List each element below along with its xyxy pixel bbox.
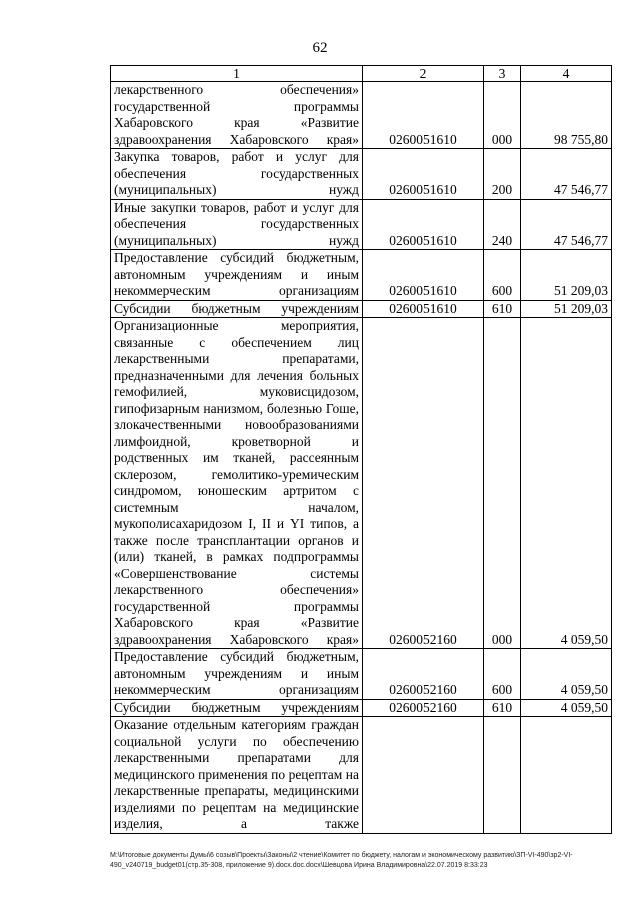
row-amount: 51 209,03 [521, 250, 612, 301]
row-expense-type: 000 [484, 318, 521, 649]
table-row [111, 82, 612, 149]
row-expense-type: 600 [484, 649, 521, 700]
row-expense-type: 600 [484, 250, 521, 301]
table-row [111, 250, 612, 301]
row-amount: 4 059,50 [521, 699, 612, 717]
row-amount [521, 717, 612, 834]
table-header-row [111, 66, 612, 82]
row-description: Субсидии бюджетным учреждениям [111, 699, 363, 717]
row-amount: 4 059,50 [521, 318, 612, 649]
row-expense-type: 000 [484, 82, 521, 149]
row-amount: 98 755,80 [521, 82, 612, 149]
table-row [111, 717, 612, 834]
header-col-1: 1 [111, 66, 363, 82]
table-row [111, 149, 612, 200]
row-amount: 47 546,77 [521, 199, 612, 250]
row-description: Иные закупки товаров, работ и услуг для обеспечения государственных (муниципальных) нужд [111, 199, 363, 250]
budget-table [110, 65, 612, 834]
header-col-2: 2 [363, 66, 484, 82]
row-amount: 51 209,03 [521, 300, 612, 318]
row-expense-type: 200 [484, 149, 521, 200]
row-expense-type: 610 [484, 300, 521, 318]
page-number: 62 [312, 40, 328, 56]
header-col-4: 4 [521, 66, 612, 82]
row-expense-type: 240 [484, 199, 521, 250]
row-description: Предоставление субсидий бюджетным, автономным учреждениям и иным некоммерческим организациям [111, 649, 363, 700]
row-description: Закупка товаров, работ и услуг для обеспечения государственных (муниципальных) нужд [111, 149, 363, 200]
table-row [111, 199, 612, 250]
row-target-code: 0260051610 [363, 149, 484, 200]
row-target-code: 0260052160 [363, 699, 484, 717]
row-expense-type [484, 717, 521, 834]
row-target-code: 0260051610 [363, 300, 484, 318]
table-row [111, 300, 612, 318]
table-row [111, 699, 612, 717]
table-row [111, 649, 612, 700]
row-target-code: 0260052160 [363, 318, 484, 649]
row-amount: 4 059,50 [521, 649, 612, 700]
table-row [111, 318, 612, 649]
row-target-code: 0260051610 [363, 250, 484, 301]
row-description: Субсидии бюджетным учреждениям [111, 300, 363, 318]
row-target-code: 0260051610 [363, 199, 484, 250]
header-col-3: 3 [484, 66, 521, 82]
row-expense-type: 610 [484, 699, 521, 717]
row-description: Оказание отдельным категориям граждан социальной услуги по обеспечению лекарственными препаратами для медицинского применения по рецептам на лекарственные препараты, медицинскими изделиями по рецептам на медицинские изделия, а также [111, 717, 363, 834]
row-description: лекарственного обеспечения» государственной программы Хабаровского края «Развитие здравоохранения Хабаровского края» [111, 82, 363, 149]
row-description: Предоставление субсидий бюджетным, автономным учреждениям и иным некоммерческим организациям [111, 250, 363, 301]
row-amount: 47 546,77 [521, 149, 612, 200]
document-file-path-footer: M:\Итоговые документы Думы\6 созыв\Проекты\Законы\2 чтение\Комитет по бюджету, налогам и экономическому развитию\ЗП-VI-490\зр2-VI-490_v240719_budget01(стр.35-308, приложение 9).docx.doc.docx\Шевцова Ирина Владимировна\22.07.2019 8:33:23 [110, 852, 573, 869]
row-description: Организационные мероприятия, связанные с обеспечением лиц лекарственными препаратами, предназначенными для лечения больных гемофилией, муковисцидозом, гипофизарным нанизмом, болезнью Гоше, злокачественными новообразованиями лимфоидной, кроветворной и родственных им тканей, рассеянным склерозом, гемолитико-уремическим синдромом, юношеским артритом с системным началом, мукополисахаридозом I, II и YI типов, а также после трансплантации органов и (или) тканей, в рамках подпрограммы «Совершенствование системы лекарственного обеспечения» государственной программы Хабаровского края «Развитие здравоохранения Хабаровского края» [111, 318, 363, 649]
row-target-code [363, 717, 484, 834]
row-target-code: 0260052160 [363, 649, 484, 700]
row-target-code: 0260051610 [363, 82, 484, 149]
